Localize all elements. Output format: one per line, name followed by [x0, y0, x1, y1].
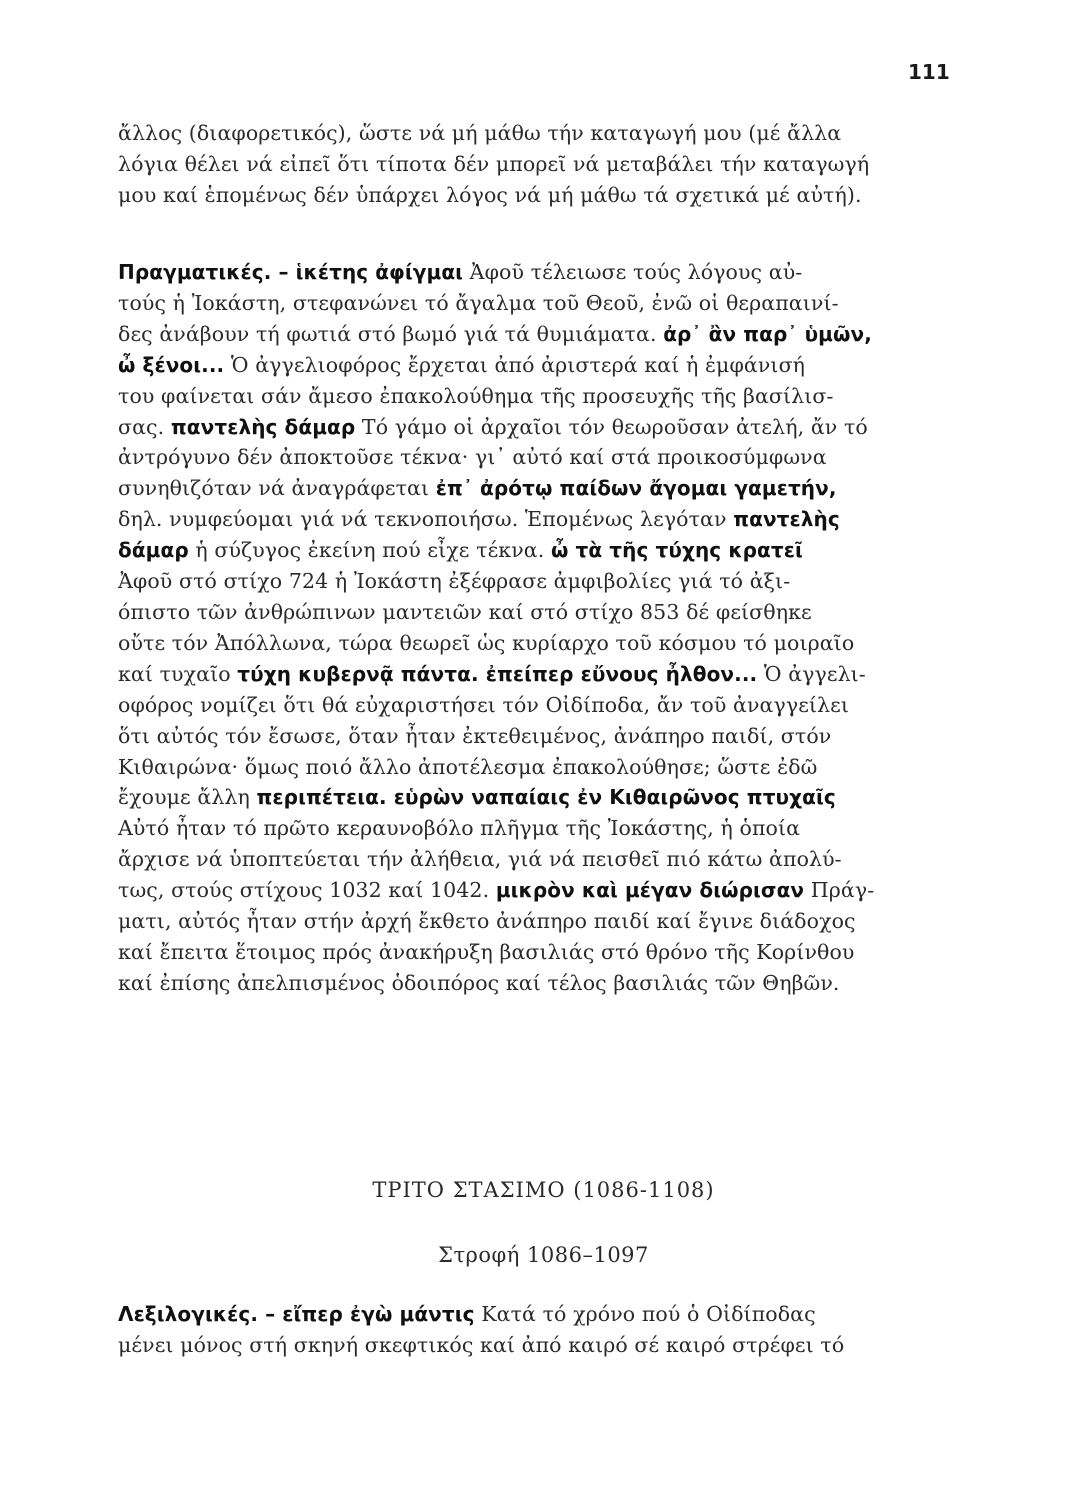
text-line — [118, 721, 948, 752]
lemma-bold: τύχη κυβερνᾷ πάντα. ἐπείπερ εὔνους ἦλθον... — [237, 661, 758, 686]
text-line — [118, 968, 948, 999]
lemma-bold: παντελὴς — [733, 507, 840, 532]
paragraph-lexilogikes — [118, 1299, 948, 1361]
commentary-text: ὅτι αὐτός τόν ἔσωσε, ὅταν ἦταν ἐκτεθειμένος, ἀνάπηρο παιδί, στόν — [118, 723, 832, 748]
commentary-text: οὔτε τόν Ἀπόλλωνα, τώρα θεωρεῖ ὡς κυρίαρχο τοῦ κόσμου τό μοιραῖο — [118, 630, 855, 655]
commentary-text: Ἀφοῦ τέλειωσε τούς λόγους αὐ- — [463, 260, 803, 284]
commentary-text: Πράγ- — [804, 878, 875, 903]
commentary-text: οφόρος νομίζει ὅτι θά εὐχαριστήσει τόν Οἰδίποδα, ἄν τοῦ ἀναγγείλει — [118, 692, 850, 717]
text-line — [118, 381, 948, 412]
section-title: ΤΡΙΤΟ ΣΤΑΣΙΜΟ (1086-1108) — [372, 1178, 715, 1202]
commentary-text: δες ἀνάβουν τή φωτιά στό βωμό γιά τά θυμιάματα. — [118, 321, 664, 346]
text-line — [118, 844, 948, 875]
commentary-text: ἀντρόγυνο δέν ἀποκτοῦσε τέκνα· γι᾽ αὐτό καί στά προικοσύμφωνα — [118, 445, 827, 470]
text-line — [118, 690, 948, 721]
text-line — [118, 257, 948, 288]
commentary-text: όπιστο τῶν ἀνθρώπινων μαντειῶν καί στό στίχο 853 δέ φείσθηκε — [118, 599, 812, 624]
commentary-text: Τό γάμο οἱ ἀρχαῖοι τόν θεωροῦσαν ἀτελή, ἄν τό — [355, 414, 868, 439]
commentary-text: τως, στούς στίχους 1032 καί 1042. — [118, 878, 496, 903]
text-line — [118, 412, 948, 443]
lemma-bold: ὦ ξένοι... — [118, 352, 225, 377]
commentary-text: δηλ. νυμφεύομαι γιά νά τεκνοποιήσω. Ἑπομένως λεγόταν — [118, 507, 734, 532]
commentary-text: Ἀφοῦ στό στίχο 724 ἡ Ἰοκάστη ἐξέφρασε ἀμφιβολίες γιά τό ἀξι- — [118, 569, 791, 594]
commentary-text: του φαίνεται σάν ἄμεσο ἐπακολούθημα τῆς προσευχῆς τῆς βασίλισ- — [118, 383, 834, 408]
paragraph-continuation — [118, 118, 948, 211]
text-line — [118, 1299, 948, 1330]
text-line — [118, 813, 948, 844]
paragraph-pragmatikes — [118, 257, 948, 999]
commentary-text: ἄρχισε νά ὑποπτεύεται τήν ἀλήθεια, γιά νά πεισθεῖ πιό κάτω ἀπολύ- — [118, 847, 842, 872]
lemma-bold: Πραγματικές. – ἱκέτης ἀφίγμαι — [118, 260, 464, 284]
text-line: μου καί ἑπομένως δέν ὑπάρχει λόγος νά μή μάθω τά σχετικά μέ αὐτή). — [118, 182, 862, 207]
commentary-text: Ὁ ἀγγελιοφόρος ἔρχεται ἀπό ἀριστερά καί ἡ ἐμφάνισή — [224, 352, 806, 377]
commentary-text: Αὐτό ἦταν τό πρῶτο κεραυνοβόλο πλῆγμα τῆς Ἰοκάστης, ἡ ὁποία — [118, 816, 801, 841]
text-line — [118, 782, 948, 813]
text-line — [118, 659, 948, 690]
text-line — [118, 1330, 948, 1361]
commentary-text: ἔχουμε ἄλλη — [118, 785, 257, 810]
text-line — [118, 350, 948, 381]
lemma-bold: παντελὴς δάμαρ — [170, 414, 356, 439]
commentary-text: σας. — [118, 414, 171, 439]
text-line — [118, 504, 948, 535]
commentary-text: μένει μόνος στή σκηνή σκεφτικός καί ἀπό καιρό σέ καιρό στρέφει τό — [118, 1332, 845, 1357]
text-line — [118, 535, 948, 566]
commentary-text: ἡ σύζυγος ἐκείνη πού εἶχε τέκνα. — [188, 538, 551, 563]
lemma-bold: Λεξιλογικές. – εἴπερ ἐγὼ μάντις — [118, 1302, 475, 1326]
lemma-bold: ὦ τὰ τῆς τύχης κρατεῖ — [550, 538, 803, 563]
text-line — [118, 875, 948, 906]
commentary-text: Κιθαιρώνα· ὅμως ποιό ἄλλο ἀποτέλεσμα ἐπακολούθησε; ὥστε ἐδῶ — [118, 754, 818, 779]
commentary-text: ματι, αὐτός ἦταν στήν ἀρχή ἔκθετο ἀνάπηρο παιδί καί ἔγινε διάδοχος — [118, 909, 856, 934]
commentary-text: Κατά τό χρόνο πού ὁ Οἰδίποδας — [474, 1302, 816, 1326]
text-line — [118, 628, 948, 659]
text-line — [118, 906, 948, 937]
text-line — [118, 442, 948, 473]
text-line — [118, 288, 948, 319]
commentary-text: Ὁ ἀγγελι- — [757, 661, 866, 686]
commentary-text: καί ἔπειτα ἕτοιμος πρός ἀνακήρυξη βασιλιάς στό θρόνο τῆς Κορίνθου — [118, 939, 855, 964]
lemma-bold: ἀρ᾽ ἂν παρ᾽ ὑμῶν, — [663, 321, 872, 346]
commentary-text: συνηθιζόταν νά ἀναγράφεται — [118, 476, 436, 501]
text-line — [118, 319, 948, 350]
text-line — [118, 752, 948, 783]
subsection-title: Στροφή 1086–1097 — [438, 1243, 649, 1267]
commentary-text: καί τυχαῖο — [118, 661, 238, 686]
text-line — [118, 566, 948, 597]
text-line — [118, 937, 948, 968]
text-line — [118, 597, 948, 628]
commentary-text: καί ἐπίσης ἀπελπισμένος ὁδοιπόρος καί τέλος βασιλιάς τῶν Θηβῶν. — [118, 970, 840, 995]
lemma-bold: δάμαρ — [118, 538, 189, 563]
text-line: ἄλλος (διαφορετικός), ὥστε νά μή μάθω τήν καταγωγή μου (μέ ἄλλα — [118, 121, 842, 145]
lemma-bold: ἐπ᾽ ἀρότῳ παίδων ἄγομαι γαμετήν, — [435, 476, 837, 501]
text-line — [118, 473, 948, 504]
lemma-bold: μικρὸν καὶ μέγαν διώρισαν — [495, 878, 805, 903]
page-number: 111 — [908, 60, 950, 84]
commentary-text: τούς ἡ Ἰοκάστη, στεφανώνει τό ἄγαλμα τοῦ Θεοῦ, ἐνῶ οἱ θεραπαινί- — [118, 290, 839, 315]
lemma-bold: περιπέτεια. εὑρὼν ναπαίαις ἐν Κιθαιρῶνος πτυχαῖς — [256, 785, 836, 810]
text-line: λόγια θέλει νά εἰπεῖ ὅτι τίποτα δέν μπορεῖ νά μεταβάλει τήν καταγωγή — [118, 151, 870, 176]
